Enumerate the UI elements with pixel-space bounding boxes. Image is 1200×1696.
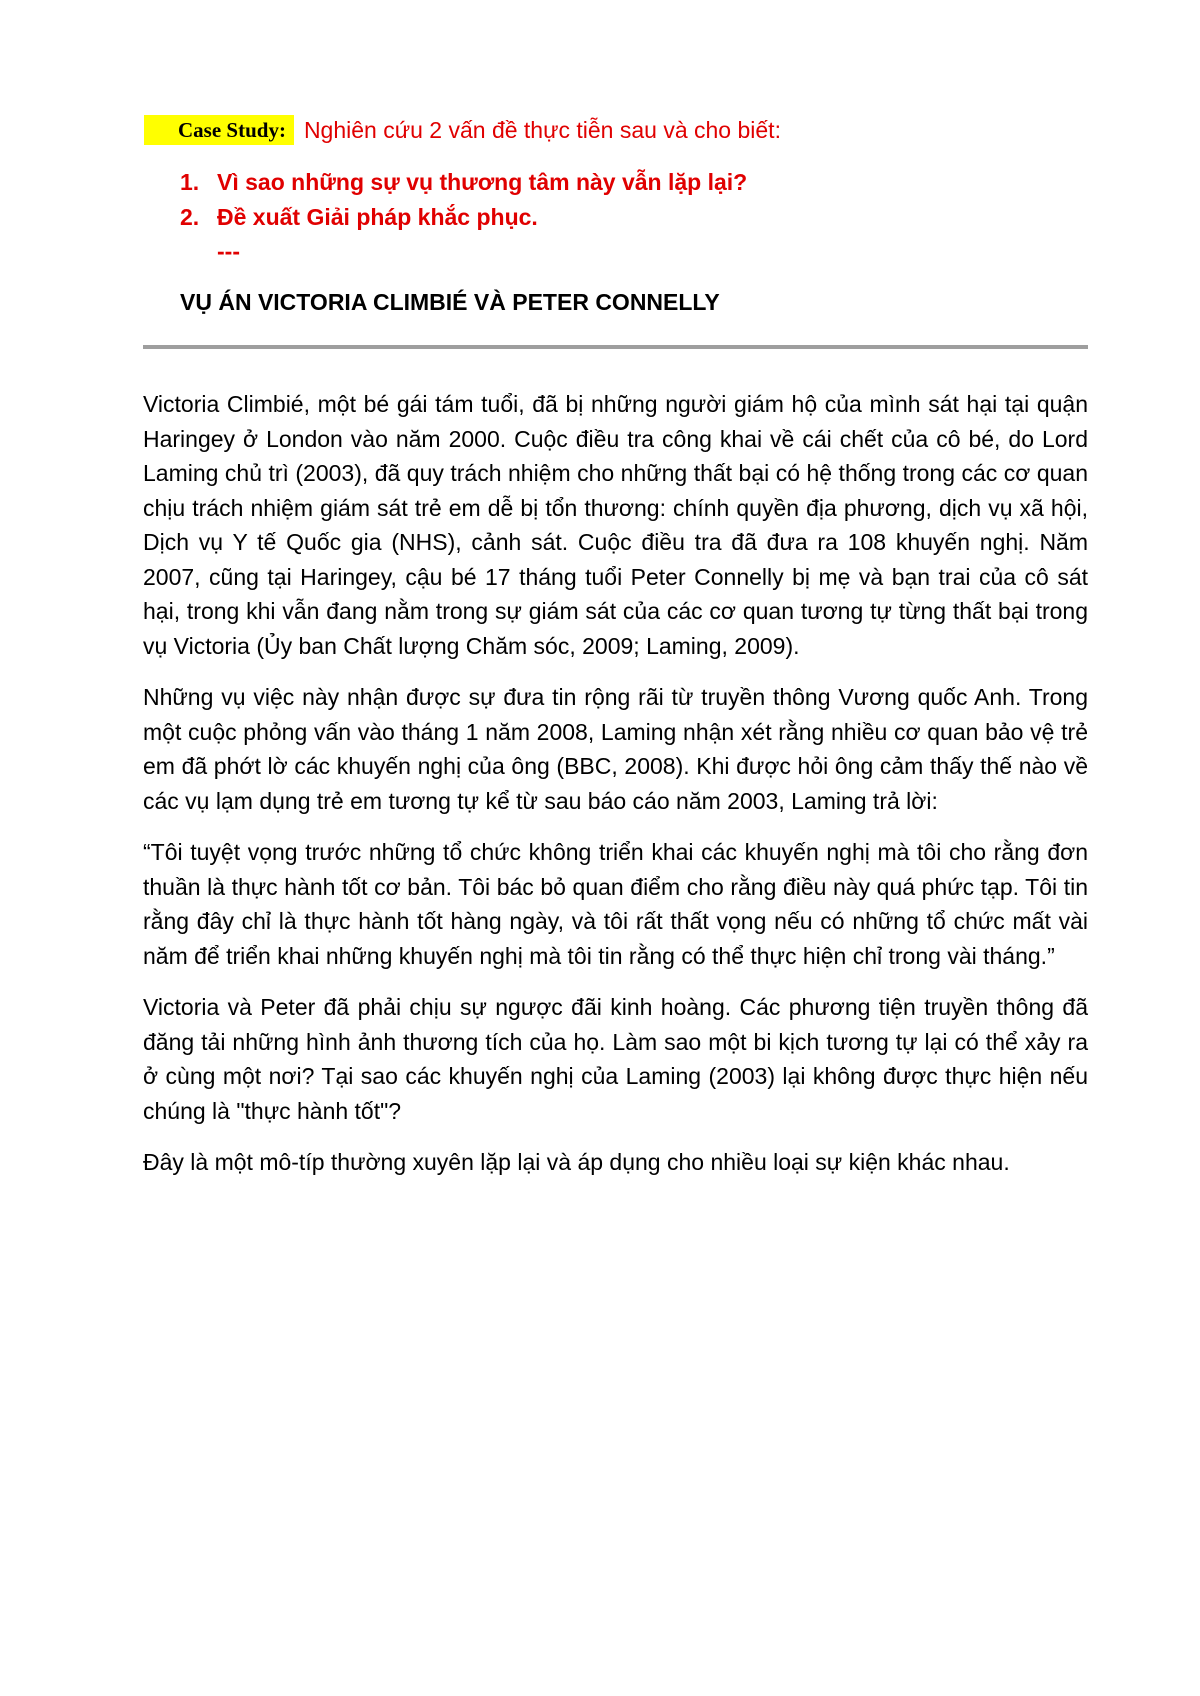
case-study-intro — [144, 114, 781, 146]
question-text: Vì sao những sự vụ thương tâm này vẫn lặp lại? — [217, 169, 748, 195]
separator-dashes: --- — [217, 238, 240, 264]
article-body — [143, 387, 1088, 1197]
question-number: 1. — [180, 169, 200, 195]
paragraph: Những vụ việc này nhận được sự đưa tin rộng rãi từ truyền thông Vương quốc Anh. Trong một cuộc phỏng vấn vào tháng 1 năm 2008, Laming nhận xét rằng nhiều cơ quan bảo vệ trẻ em đã phớt lờ các khuyến nghị của ông (BBC, 2008). Khi được hỏi ông cảm thấy thế nào về các vụ lạm dụng trẻ em tương tự kể từ sau báo cáo năm 2003, Laming trả lời: — [143, 684, 1088, 814]
paragraph: Victoria Climbié, một bé gái tám tuổi, đã bị những người giám hộ của mình sát hại tại quận Haringey ở London vào năm 2000. Cuộc điều tra công khai về cái chết của cô bé, do Lord Laming chủ trì (2003), đã quy trách nhiệm cho những thất bại có hệ thống trong các cơ quan chịu trách nhiệm giám sát trẻ em dễ bị tổn thương: chính quyền địa phương, dịch vụ xã hội, Dịch vụ Y tế Quốc gia (NHS), cảnh sát. Cuộc điều tra đã đưa ra 108 khuyến nghị. Năm 2007, cũng tại Haringey, cậu bé 17 tháng tuổi Peter Connelly bị mẹ và bạn trai của cô sát hại, trong khi vẫn đang nằm trong sự giám sát của các cơ quan tương tự từng thất bại trong vụ Victoria (Ủy ban Chất lượng Chăm sóc, 2009; Laming, 2009). — [143, 391, 1088, 659]
question-text: Đề xuất Giải pháp khắc phục. — [217, 204, 538, 230]
question-number: 2. — [180, 204, 200, 230]
case-study-label: Case Study: — [144, 115, 294, 145]
quote-paragraph: “Tôi tuyệt vọng trước những tổ chức không triển khai các khuyến nghị mà tôi cho rằng đơn thuần là thực hành tốt cơ bản. Tôi bác bỏ quan điểm cho rằng điều này quá phức tạp. Tôi tin rằng đây chỉ là thực hành tốt hàng ngày, và tôi rất thất vọng nếu có những tổ chức mất vài năm để triển khai những khuyến nghị mà tôi tin rằng có thể thực hiện chỉ trong vài tháng.” — [143, 839, 1088, 969]
list-item — [180, 200, 747, 235]
paragraph: Đây là một mô-típ thường xuyên lặp lại và áp dụng cho nhiều loại sự kiện khác nhau. — [143, 1149, 1010, 1175]
paragraph: Victoria và Peter đã phải chịu sự ngược đãi kinh hoàng. Các phương tiện truyền thông đã đăng tải những hình ảnh thương tích của họ. Làm sao một bi kịch tương tự lại có thể xảy ra ở cùng một nơi? Tại sao các khuyến nghị của Laming (2003) lại không được thực hiện nếu chúng là "thực hành tốt"? — [143, 994, 1088, 1124]
horizontal-rule — [143, 345, 1088, 349]
page-title: VỤ ÁN VICTORIA CLIMBIÉ VÀ PETER CONNELLY — [180, 289, 720, 315]
question-list — [180, 165, 747, 235]
case-study-instruction: Nghiên cứu 2 vấn đề thực tiễn sau và cho biết: — [303, 116, 781, 143]
list-item — [180, 165, 747, 200]
